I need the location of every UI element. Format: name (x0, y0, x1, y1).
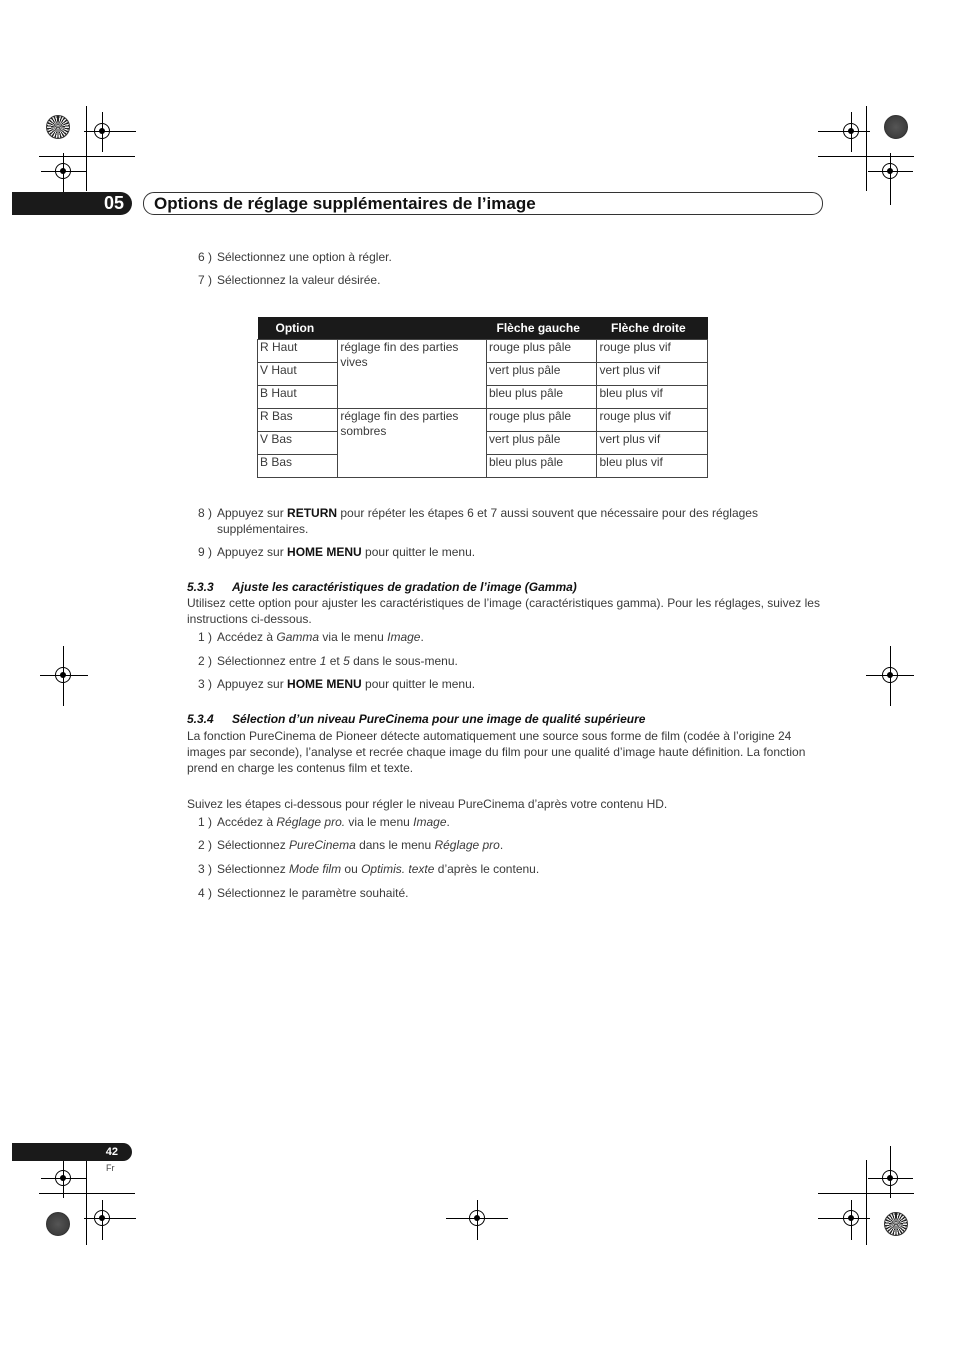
left-arrow-cell: bleu plus pâle (487, 455, 597, 478)
registration-wheel-icon (884, 115, 908, 139)
crosshair-icon (882, 163, 898, 179)
step-number: 2 ) (198, 838, 213, 852)
key-name: HOME MENU (287, 545, 362, 559)
options-table (257, 317, 708, 478)
step-number: 2 ) (198, 654, 213, 668)
table-row (258, 409, 708, 432)
option-cell: B Haut (258, 386, 338, 409)
section-heading: 5.3.3 Ajuste les caractéristiques de gradation de l’image (Gamma) (187, 580, 577, 594)
language-code: Fr (106, 1163, 115, 1173)
right-arrow-cell: rouge plus vif (597, 409, 708, 432)
table-row (258, 340, 708, 363)
registration-wheel-icon (46, 1212, 70, 1236)
crosshair-icon (94, 123, 110, 139)
key-name: RETURN (287, 506, 338, 520)
crosshair-icon (882, 1170, 898, 1186)
left-arrow-cell: rouge plus pâle (487, 340, 597, 363)
right-arrow-cell: bleu plus vif (597, 455, 708, 478)
step-text: Sélectionnez une option à régler. (217, 250, 392, 264)
step-text: Accédez à Gamma via le menu Image. (217, 630, 424, 644)
step-text: Sélectionnez entre 1 et 5 dans le sous-menu. (217, 654, 458, 668)
option-cell: R Bas (258, 409, 338, 432)
crosshair-icon (55, 1170, 71, 1186)
registration-wheel-icon (884, 1212, 908, 1236)
left-arrow-cell: vert plus pâle (487, 432, 597, 455)
step-text: Appuyez sur RETURN pour répéter les étapes 6 et 7 aussi souvent que nécessaire pour des réglages (217, 506, 758, 520)
key-name: HOME MENU (287, 677, 362, 691)
step-number: 9 ) (198, 545, 213, 559)
step-number: 4 ) (198, 886, 213, 900)
chapter-title: Options de réglage supplémentaires de l’image (154, 194, 536, 213)
left-arrow-cell: bleu plus pâle (487, 386, 597, 409)
column-header (338, 317, 487, 340)
table-header-row (258, 317, 708, 340)
step-text: Sélectionnez le paramètre souhaité. (217, 886, 409, 900)
step-number: 8 ) (198, 506, 213, 520)
step-text: Appuyez sur HOME MENU pour quitter le menu. (217, 677, 476, 691)
option-cell: B Bas (258, 455, 338, 478)
right-arrow-cell: vert plus vif (597, 363, 708, 386)
chapter-number-tab (12, 192, 132, 215)
chapter-number: 05 (103, 193, 124, 213)
step-number: 6 ) (198, 250, 213, 264)
description-cell: réglage fin des parties sombres (338, 409, 487, 478)
step-text: Appuyez sur HOME MENU pour quitter le menu. (217, 545, 476, 559)
step-number: 3 ) (198, 677, 213, 691)
step-number: 7 ) (198, 273, 213, 287)
registration-wheel-icon (46, 115, 70, 139)
right-arrow-cell: bleu plus vif (597, 386, 708, 409)
left-arrow-cell: rouge plus pâle (487, 409, 597, 432)
page-number: 42 (105, 1146, 118, 1158)
crosshair-icon (469, 1210, 485, 1226)
column-header: Flèche gauche (487, 317, 597, 340)
option-cell: V Bas (258, 432, 338, 455)
step-number: 3 ) (198, 862, 213, 876)
section-heading: 5.3.4 Sélection d’un niveau PureCinema pour une image de qualité supérieure (187, 712, 646, 726)
section-intro: La fonction PureCinema de Pioneer détecte automatiquement une source sous forme de film (codée à l’origine 24 images par seconde), l’analyse et recrée chaque image du film pour une qualité d’image haute définition. La fonction prend en charge les contenus film et texte. (187, 729, 806, 775)
option-cell: R Haut (258, 340, 338, 363)
crosshair-icon (55, 163, 71, 179)
right-arrow-cell: rouge plus vif (597, 340, 708, 363)
step-text: Sélectionnez la valeur désirée. (217, 273, 381, 287)
right-arrow-cell: vert plus vif (597, 432, 708, 455)
column-header: Flèche droite (597, 317, 708, 340)
column-header: Option (258, 317, 338, 340)
option-cell: V Haut (258, 363, 338, 386)
crosshair-icon (55, 667, 71, 683)
step-text: Accédez à Réglage pro. via le menu Image. (217, 815, 450, 829)
step-text-continuation: supplémentaires. (217, 522, 309, 536)
crosshair-icon (843, 123, 859, 139)
section-intro-2: Suivez les étapes ci-dessous pour régler le niveau PureCinema d’après votre contenu HD. (187, 797, 668, 811)
step-number: 1 ) (198, 815, 213, 829)
crosshair-icon (882, 667, 898, 683)
crosshair-icon (843, 1210, 859, 1226)
step-number: 1 ) (198, 630, 213, 644)
section-intro: Utilisez cette option pour ajuster les caractéristiques de l’image (caractéristiques gamma). Pour les réglages, suivez les instructions ci-dessous. (187, 596, 820, 626)
left-arrow-cell: vert plus pâle (487, 363, 597, 386)
step-text: Sélectionnez Mode film ou Optimis. texte d’après le contenu. (217, 862, 540, 876)
step-text: Sélectionnez PureCinema dans le menu Réglage pro. (217, 838, 504, 852)
page-number-tab (12, 1143, 132, 1161)
crosshair-icon (94, 1210, 110, 1226)
description-cell: réglage fin des parties vives (338, 340, 487, 409)
chapter-title-bar (143, 192, 823, 215)
